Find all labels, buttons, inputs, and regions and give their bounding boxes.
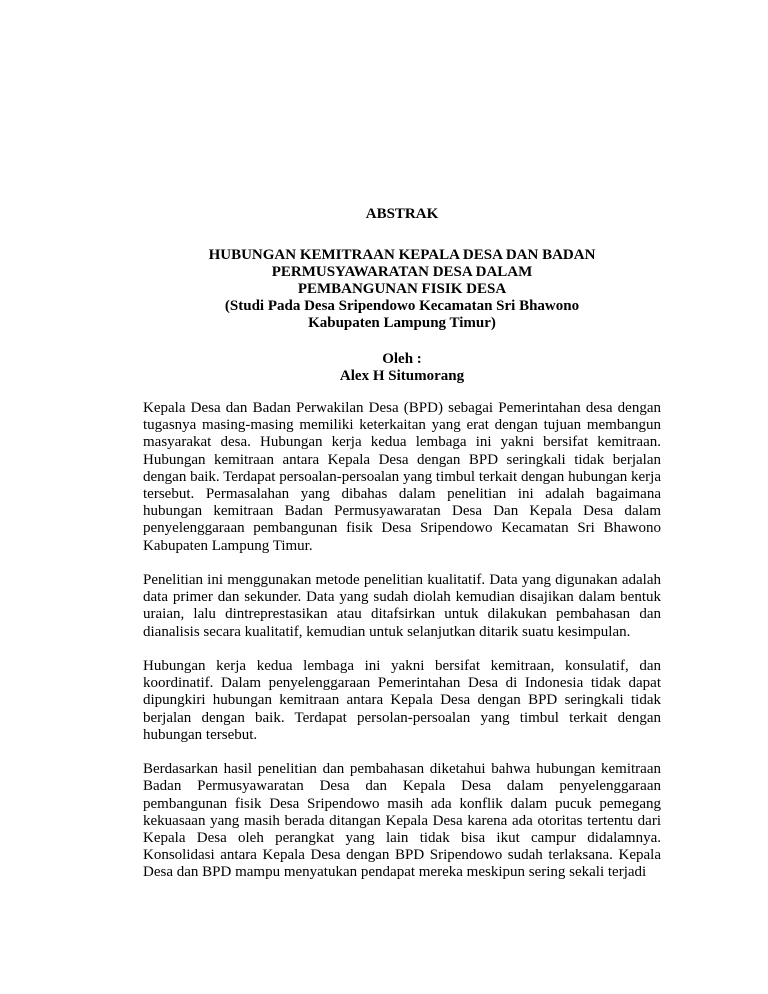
- title-line: Kabupaten Lampung Timur): [308, 315, 496, 331]
- paragraph: Berdasarkan hasil penelitian dan pembahasan diketahui bahwa hubungan kemitraan Badan Permusyawaratan Desa dan Kepala Desa dalam penyelenggaraan pembangunan fisik Desa Sripendowo masih ada konflik dalam pucuk pemegang kekuasaan yang masih berada ditangan Kepala Desa karena ada otoritas tertentu dari Kepala Desa oleh perangkat yang lain tidak bisa ikut campur didalamnya. Konsolidasi antara Kepala Desa dengan BPD Sripendowo sudah terlaksana. Kepala Desa dan BPD mampu menyatukan pendapat mereka meskipun sering sekali terjadi: [143, 761, 661, 881]
- paragraph: Hubungan kerja kedua lembaga ini yakni bersifat kemitraan, konsulatif, dan koordinatif. Dalam penyelenggaraan Pemerintahan Desa di Indonesia tidak dapat dipungkiri hubungan kemitraan antara Kepala Desa dengan BPD seringkali tidak berjalan dengan baik. Terdapat persolan-persoalan yang timbul terkait dengan hubungan tersebut.: [143, 658, 661, 743]
- title-line: (Studi Pada Desa Sripendowo Kecamatan Sri Bhawono: [224, 298, 580, 314]
- author-name: Alex H Situmorang: [339, 368, 465, 384]
- title-line: PEMBANGUNAN FISIK DESA: [297, 281, 507, 297]
- abstract-body: [143, 400, 661, 899]
- abstract-heading: ABSTRAK: [365, 206, 439, 222]
- paragraph: Kepala Desa dan Badan Perwakilan Desa (BPD) sebagai Pemerintahan desa dengan tugasnya masing-masing memiliki keterkaitan yang erat dengan tujuan membangun masyarakat desa. Hubungan kerja kedua lembaga ini yakni bersifat kemitraan. Hubungan kemitraan antara Kepala Desa dengan BPD seringkali tidak berjalan dengan baik. Terdapat persoalan-persoalan yang timbul terkait dengan hubungan kerja tersebut. Permasalahan yang dibahas dalam penelitian ini adalah bagaimana hubungan kemitraan Badan Permusyawaratan Desa Dan Kepala Desa dalam penyelenggaraan pembangunan fisik Desa Sripendowo Kecamatan Sri Bhawono Kabupaten Lampung Timur.: [143, 400, 661, 554]
- title-line: HUBUNGAN KEMITRAAN KEPALA DESA DAN BADAN: [208, 247, 596, 263]
- title-line: PERMUSYAWARATAN DESA DALAM: [271, 264, 533, 280]
- paragraph: Penelitian ini menggunakan metode penelitian kualitatif. Data yang digunakan adalah data primer dan sekunder. Data yang sudah diolah kemudian disajikan dalam bentuk uraian, lalu dintreprestasikan atau ditafsirkan untuk dilakukan pembahasan dan dianalisis secara kualitatif, kemudian untuk selanjutkan ditarik suatu kesimpulan.: [143, 572, 661, 640]
- author-block: [143, 351, 661, 385]
- thesis-title: [143, 247, 661, 332]
- by-label: Oleh :: [382, 351, 422, 367]
